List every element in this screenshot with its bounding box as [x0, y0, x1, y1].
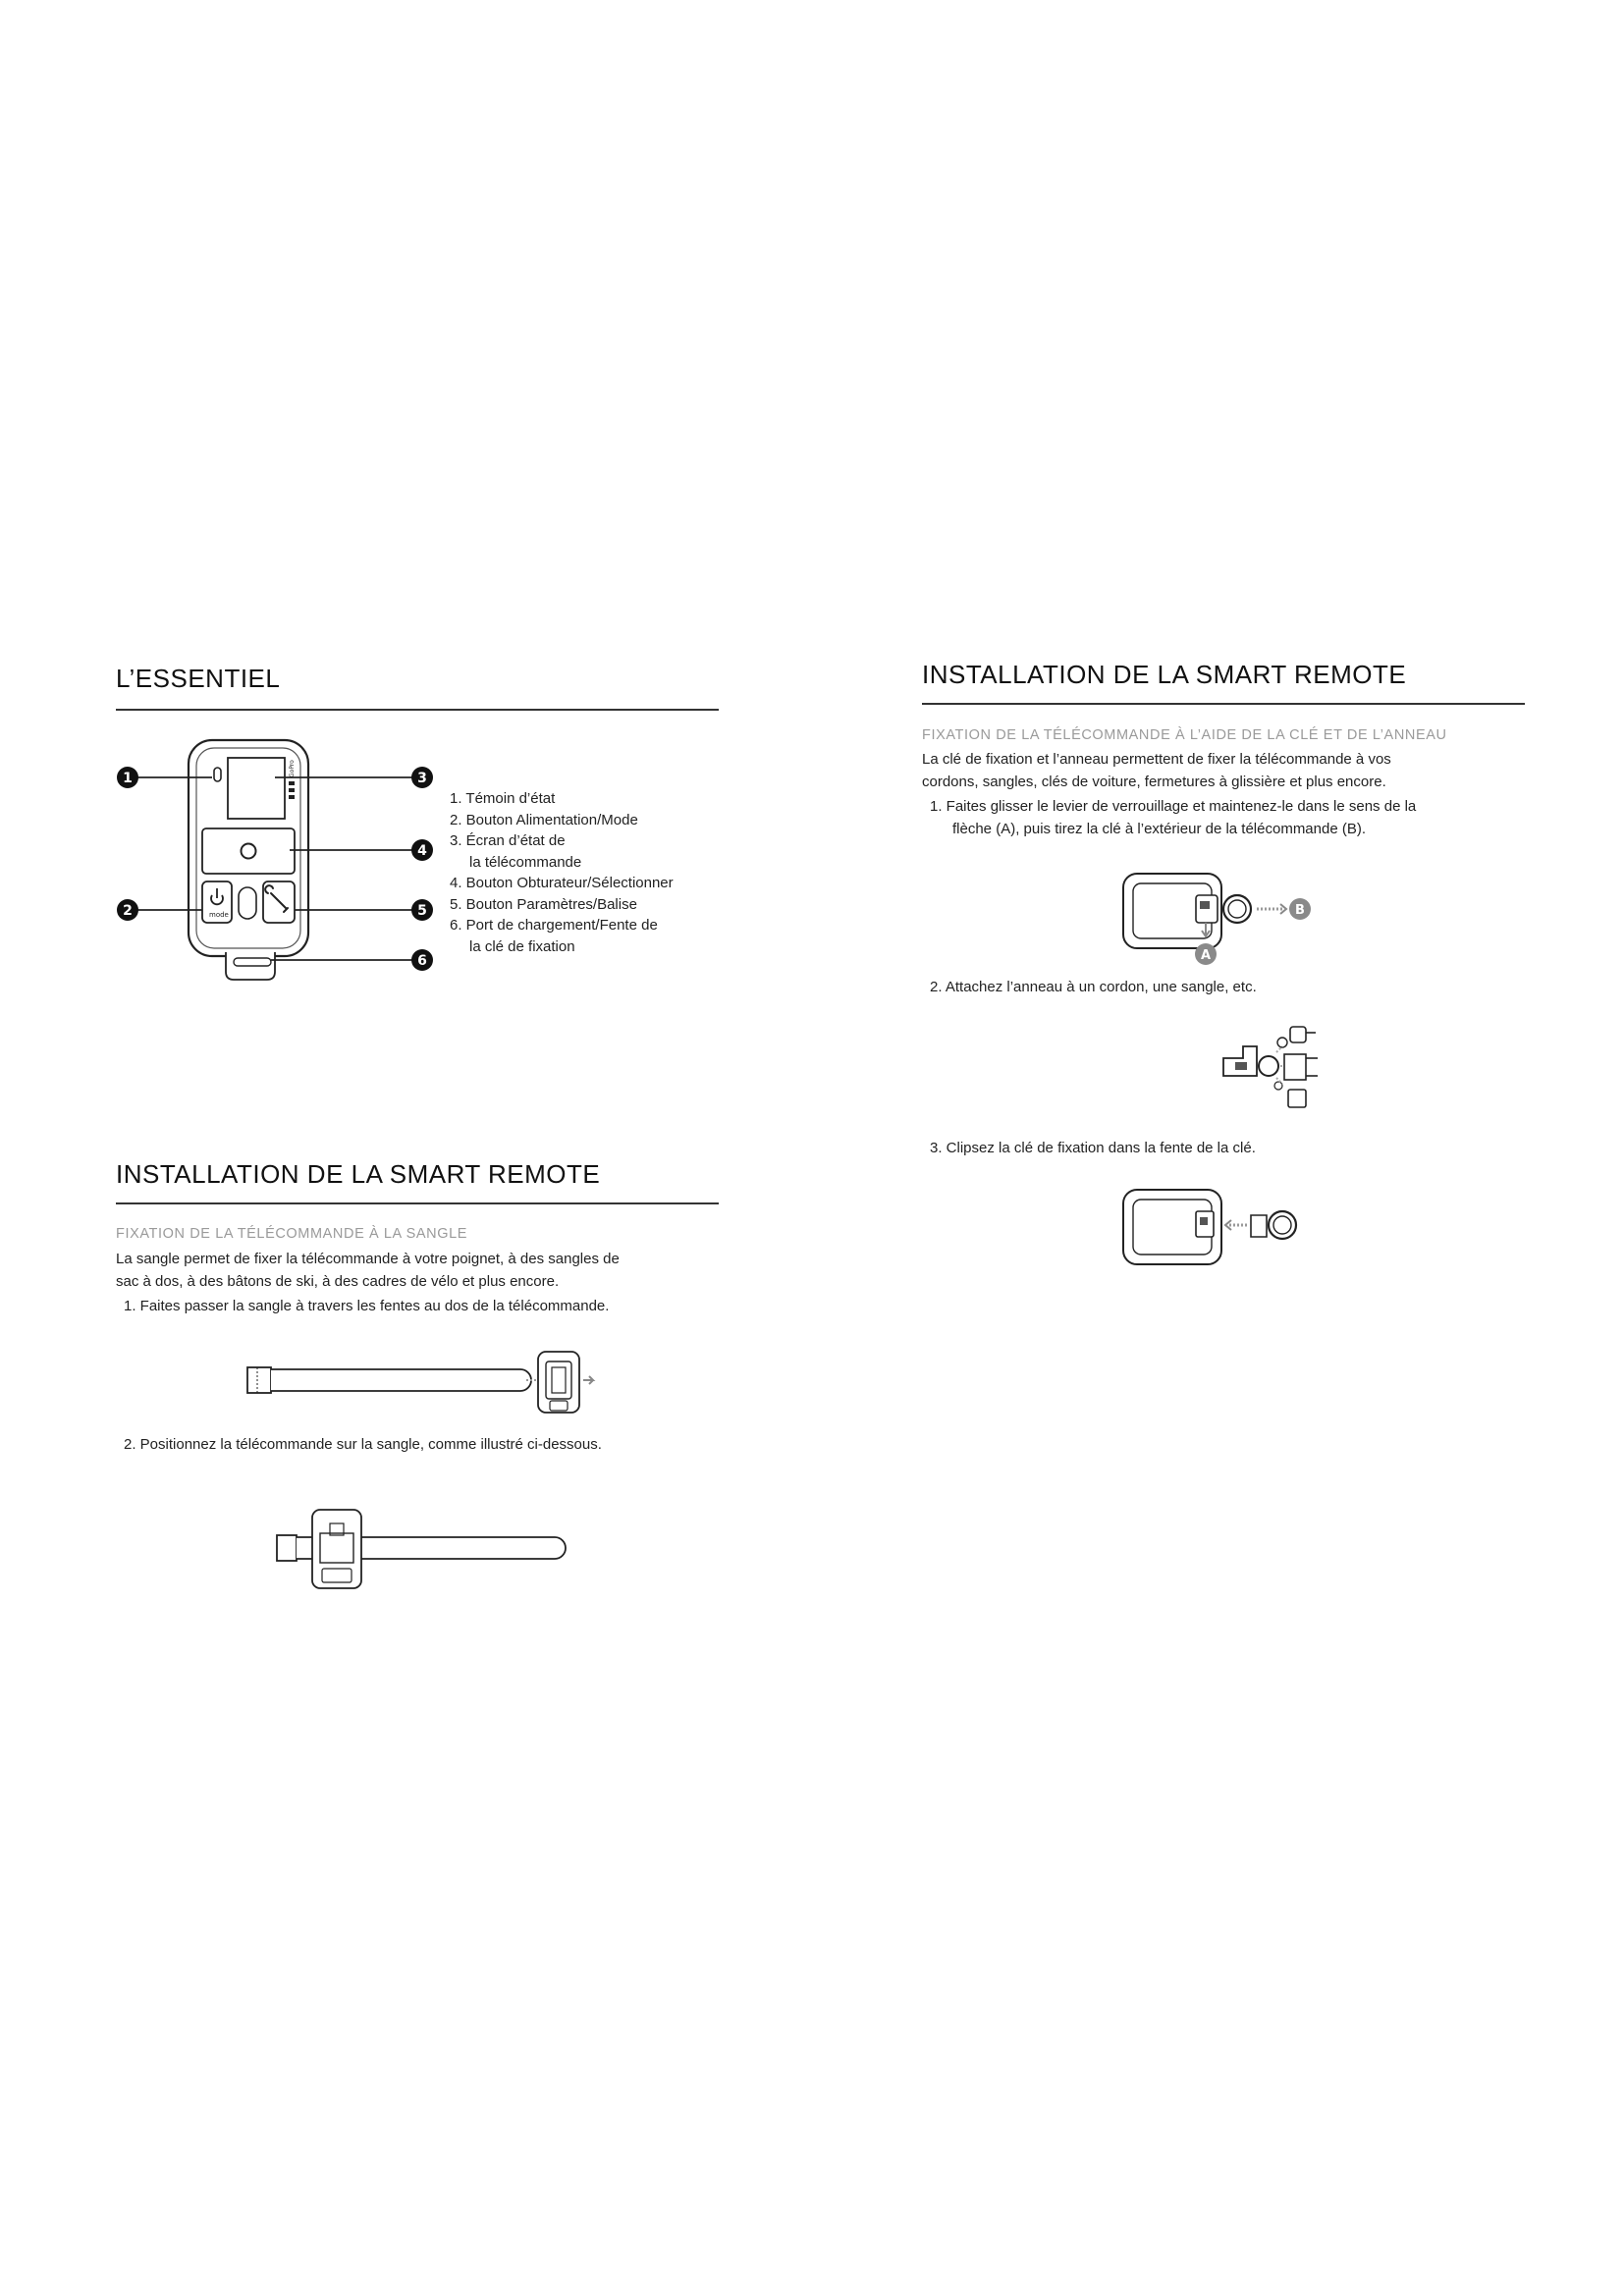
svg-text:A: A — [1200, 948, 1212, 963]
callout-2 — [117, 899, 138, 921]
callout-6 — [411, 949, 433, 971]
svg-text:B: B — [1295, 903, 1305, 918]
part-item-6: 6. Port de chargement/Fente de la clé de fixation — [450, 917, 658, 955]
status-screen — [228, 758, 285, 819]
brand-text: GoPro — [289, 760, 296, 777]
right-install-divider — [922, 703, 1525, 705]
part-item-3: 3. Écran d’état de la télécommande — [450, 832, 582, 871]
part-item-4: 4. Bouton Obturateur/Sélectionner — [450, 875, 674, 891]
svg-text:3: 3 — [417, 771, 427, 786]
left-install-title: INSTALLATION DE LA SMART REMOTE — [116, 1159, 601, 1189]
remote-diagram — [108, 734, 442, 980]
key-removal-illustration — [1119, 868, 1355, 966]
label-b-badge — [1289, 898, 1311, 920]
left-install-intro: La sangle permet de fixer la télécommande à votre poignet, à des sangles de sac à dos, à des bâtons de ski, à des cadres de vélo et plus encore. — [116, 1251, 620, 1290]
strap-through-remote-illustration — [245, 1348, 609, 1416]
left-step-1: 1. Faites passer la sangle à travers les fentes au dos de la télécommande. — [124, 1298, 610, 1314]
svg-text:1: 1 — [123, 771, 133, 786]
part-item-5: 5. Bouton Paramètres/Balise — [450, 895, 637, 913]
right-install-intro: La clé de fixation et l’anneau permettent de fixer la télécommande à vos cordons, sangles, clés de voiture, fermetures à glissière et plus encore. — [922, 751, 1391, 790]
parts-list — [450, 788, 674, 957]
label-a-badge — [1195, 943, 1217, 965]
callout-1 — [117, 767, 138, 788]
svg-text:2: 2 — [123, 903, 133, 919]
callout-4 — [411, 839, 433, 861]
key-insert-illustration — [1119, 1184, 1335, 1272]
part-item-2: 2. Bouton Alimentation/Mode — [450, 811, 638, 828]
svg-text:6: 6 — [417, 953, 427, 969]
right-step-2: 2. Attachez l’anneau à un cordon, une sangle, etc. — [930, 979, 1257, 995]
right-step-3: 3. Clipsez la clé de fixation dans la fente de la clé. — [930, 1140, 1256, 1156]
essentials-divider — [116, 709, 719, 711]
svg-text:5: 5 — [417, 903, 427, 919]
callout-3 — [411, 767, 433, 788]
part-item-1: 1. Témoin d’état — [450, 790, 556, 807]
ring-attach-illustration — [1219, 1019, 1318, 1117]
svg-text:4: 4 — [417, 843, 427, 859]
remote-on-strap-illustration — [275, 1506, 569, 1594]
shutter-area — [202, 828, 295, 874]
mode-label: mode — [209, 911, 229, 919]
essentials-title: L’ESSENTIEL — [116, 664, 281, 693]
left-step-2: 2. Positionnez la télécommande sur la sangle, comme illustré ci-dessous. — [124, 1436, 602, 1453]
left-install-divider — [116, 1202, 719, 1204]
right-step-1: 1. Faites glisser le levier de verrouillage et maintenez-le dans le sens de la flèche (A), puis tirez la clé à l’extérieur de la télécommande (B). — [930, 798, 1417, 837]
right-install-title: INSTALLATION DE LA SMART REMOTE — [922, 660, 1407, 689]
callout-5 — [411, 899, 433, 921]
right-install-subtitle: FIXATION DE LA TÉLÉCOMMANDE À L’AIDE DE LA CLÉ ET DE L’ANNEAU — [922, 727, 1447, 743]
left-install-subtitle: FIXATION DE LA TÉLÉCOMMANDE À LA SANGLE — [116, 1226, 468, 1242]
